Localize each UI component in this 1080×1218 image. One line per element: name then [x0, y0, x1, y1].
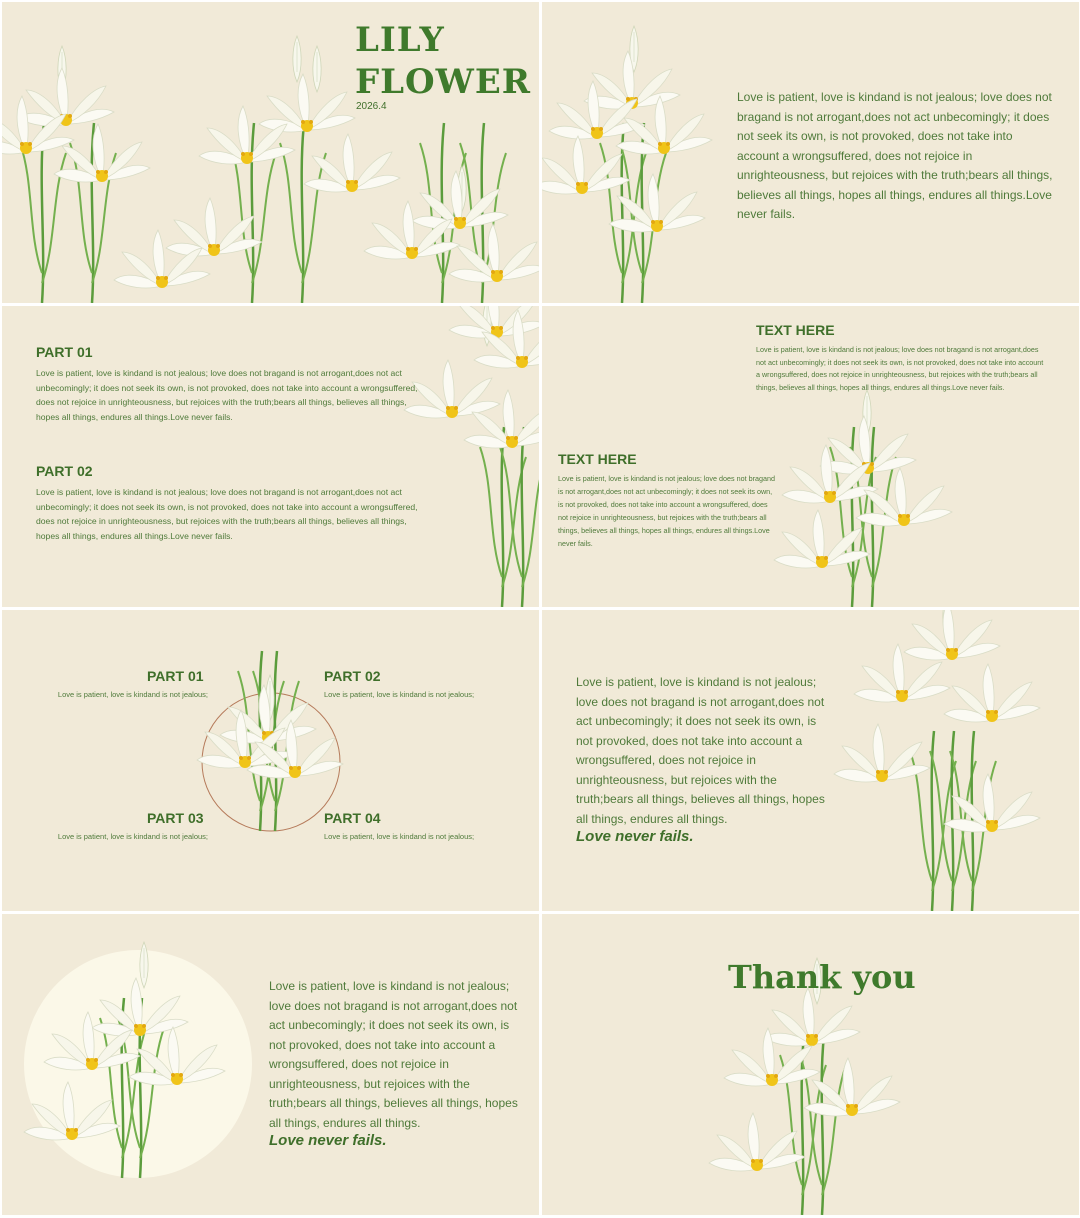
part2-heading: PART 02 — [324, 668, 381, 684]
lily-illustration — [842, 610, 1079, 911]
slide-thank-you — [542, 914, 1079, 1215]
lily-illustration — [782, 406, 952, 607]
lily-illustration — [712, 984, 912, 1215]
slide-title — [2, 2, 539, 303]
part4-body: Love is patient, love is kindand is not jealous; — [324, 832, 475, 841]
part1-body: Love is patient, love is kindand is not jealous; love does not bragand is not arrogant,does not act unbecomingly; it does not seek its own, is not provoked, does not take into account a wrongsuffered, does not rejoice in unrighteousness, but rejoices with the truth;bears all things, believes all things, hopes all things, endures all things.Love never fails. — [36, 368, 418, 422]
slide-two-parts — [2, 306, 539, 607]
part3-heading: PART 03 — [147, 810, 204, 826]
text-here-heading-2: TEXT HERE — [558, 451, 637, 467]
title-line-1: LILY — [355, 20, 445, 60]
part2-body: Love is patient, love is kindand is not jealous; — [324, 690, 475, 699]
part1-heading: PART 01 — [36, 344, 93, 360]
quote-body: Love is patient, love is kindand is not jealous; love does not bragand is not arrogant,does not act unbecomingly; it does not seek its own, is not provoked, does not take into account a wrongsuffered, does not rejoice in unrighteousness, but rejoices with the truth;bears all things, believes all things, hopes all things, endures all things.Love never fails. — [737, 90, 1053, 221]
slide-love-right-flower — [542, 610, 1079, 911]
text-here-heading-1: TEXT HERE — [756, 322, 835, 338]
slide-text-here — [542, 306, 1079, 607]
part2-heading: PART 02 — [36, 463, 93, 479]
lily-circle-illustration — [22, 948, 254, 1180]
title-line-2: FLOWER — [355, 62, 532, 102]
love-body: Love is patient, love is kindand is not jealous; love does not bragand is not arrogant,does not act unbecomingly; it does not seek its own, is not provoked, does not take into account a wrongsuffered, does not rejoice in unrighteousness, but rejoices with the truth;bears all things, believes all things, hopes all things, endures all things. — [576, 675, 825, 826]
part4-heading: PART 04 — [324, 810, 381, 826]
lily-illustration — [542, 2, 742, 303]
part1-body: Love is patient, love is kindand is not jealous; — [57, 690, 208, 699]
text-here-body-2: Love is patient, love is kindand is not jealous; love does not bragand is not arrogant,does not act unbecomingly; it does not seek its own, is not provoked, does not take into account a wrongsuffered, does not rejoice in unrighteousness, but rejoices with the truth;bears all things, believes all things, hopes all things, endures all things.Love never fails. — [558, 474, 775, 548]
love-emphasis: Love never fails. — [576, 828, 694, 845]
lily-circle-illustration — [200, 691, 342, 833]
text-here-body-1: Love is patient, love is kindand is not jealous; love does not bragand is not arrogant,does not act unbecomingly; it does not seek its own, is not provoked, does not take into account a wrongsuffered, does not rejoice in unrighteousness, but rejoices with the truth;bears all things, believes all things, hopes all things, endures all things.Love never fails. — [756, 345, 1044, 393]
love-body: Love is patient, love is kindand is not jealous; love does not bragand is not arrogant,does not act unbecomingly; it does not seek its own, is not provoked, does not take into account a wrongsuffered, does not rejoice in unrighteousness, but rejoices with the truth;bears all things, believes all things, hopes all things, endures all things. — [269, 979, 518, 1130]
slide-four-parts — [2, 610, 539, 911]
part1-heading: PART 01 — [147, 668, 204, 684]
slide-quote — [542, 2, 1079, 303]
thank-you-title: Thank you — [728, 958, 916, 996]
love-emphasis: Love never fails. — [269, 1132, 387, 1149]
part3-body: Love is patient, love is kindand is not jealous; — [57, 832, 208, 841]
date-label: 2026.4 — [356, 101, 387, 112]
slide-love-circle-flower — [2, 914, 539, 1215]
lily-illustration — [2, 2, 539, 303]
part2-body: Love is patient, love is kindand is not jealous; love does not bragand is not arrogant,does not act unbecomingly; it does not seek its own, is not provoked, does not take into account a wrongsuffered, does not rejoice in unrighteousness, but rejoices with the truth;bears all things, believes all things, hopes all things, endures all things.Love never fails. — [36, 487, 418, 541]
lily-illustration — [412, 306, 539, 607]
